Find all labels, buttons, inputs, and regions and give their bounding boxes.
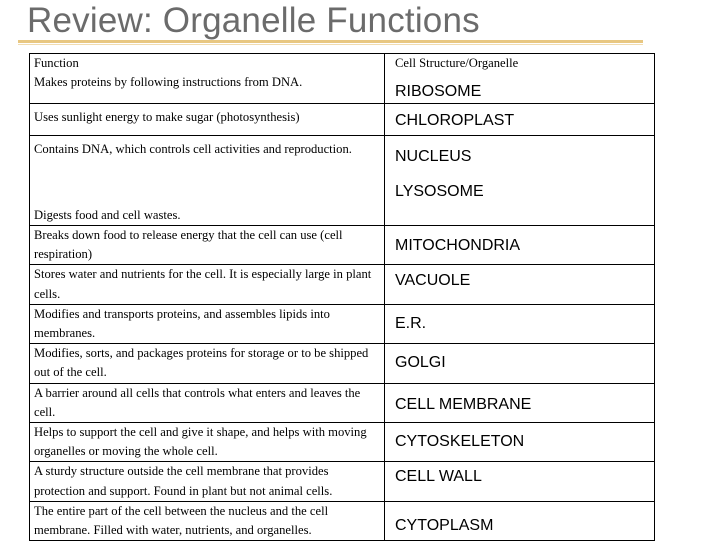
organelle-name: CHLOROPLAST (395, 112, 515, 129)
organelle-name: CELL MEMBRANE (395, 395, 532, 413)
title-underline-secondary (18, 44, 643, 45)
slide-title: Review: Organelle Functions (27, 1, 480, 40)
organelle-cell (385, 265, 655, 304)
organelle-cell (385, 73, 655, 104)
function-text: Contains DNA, which controls cell activities and reproduction. (34, 142, 352, 156)
function-cell (30, 304, 385, 343)
organelle-cell (385, 344, 655, 383)
organelle-name: CYTOPLASM (395, 516, 494, 534)
function-cell (30, 265, 385, 304)
title-underline (18, 40, 643, 43)
function-cell (30, 344, 385, 383)
table-row (30, 73, 655, 104)
function-cell (30, 383, 385, 422)
organelle-name: GOLGI (395, 354, 446, 372)
table-row (30, 462, 655, 501)
table-row (30, 383, 655, 422)
organelle-name: MITOCHONDRIA (395, 237, 521, 254)
organelle-name: CYTOSKELETON (395, 433, 525, 451)
organelle-cell (385, 501, 655, 540)
function-header-cell (30, 54, 385, 73)
function-header: Function (34, 56, 79, 70)
organelle-cell (385, 423, 655, 462)
function-text: Uses sunlight energy to make sugar (photosynthesis) (34, 110, 300, 124)
table-row (30, 226, 655, 265)
function-text: Makes proteins by following instructions from DNA. (34, 74, 303, 89)
table-row (30, 265, 655, 304)
organelle-name: E.R. (395, 314, 427, 332)
organelle-cell (385, 104, 655, 136)
function-cell (30, 73, 385, 104)
organelle-cell (385, 462, 655, 501)
organelle-header-cell (385, 54, 655, 73)
function-text: Modifies, sorts, and packages proteins for storage or to be shipped out of the cell. (34, 346, 369, 380)
table-row (30, 304, 655, 343)
function-cell (30, 462, 385, 501)
function-text: Helps to support the cell and give it shape, and helps with moving organelles or moving the whole cell. (34, 425, 367, 459)
function-text: A sturdy structure outside the cell membrane that provides protection and support. Found in plant but not animal cells. (34, 464, 333, 498)
function-text: Modifies and transports proteins, and assembles lipids into membranes. (34, 306, 330, 341)
table-row (30, 501, 655, 540)
organelle-cell (385, 226, 655, 265)
organelle-name: LYSOSOME (395, 183, 484, 200)
function-text: Stores water and nutrients for the cell. It is especially large in plant cells. (34, 267, 372, 301)
organelle-cell (385, 136, 655, 226)
table-row (30, 136, 655, 226)
organelle-cell (385, 383, 655, 422)
function-cell (30, 423, 385, 462)
organelle-name: CELL WALL (395, 468, 482, 486)
function-text: Digests food and cell wastes. (34, 208, 181, 222)
organelle-header: Cell Structure/Organelle (395, 56, 519, 70)
function-cell (30, 104, 385, 136)
function-text: Breaks down food to release energy that the cell can use (cell respiration) (34, 228, 343, 262)
function-cell (30, 226, 385, 265)
table-row (30, 54, 655, 73)
organelle-name: RIBOSOME (395, 82, 482, 100)
organelle-cell (385, 304, 655, 343)
function-cell (30, 501, 385, 540)
function-text: A barrier around all cells that controls what enters and leaves the cell. (34, 385, 361, 419)
function-text: The entire part of the cell between the nucleus and the cell membrane. Filled with water, nutrients, and organelles. (34, 503, 329, 538)
function-cell (30, 136, 385, 226)
organelle-name: VACUOLE (395, 272, 471, 290)
table-row (30, 423, 655, 462)
table-row (30, 344, 655, 383)
organelle-table (29, 53, 655, 541)
organelle-name: NUCLEUS (395, 148, 472, 165)
table-row (30, 104, 655, 136)
